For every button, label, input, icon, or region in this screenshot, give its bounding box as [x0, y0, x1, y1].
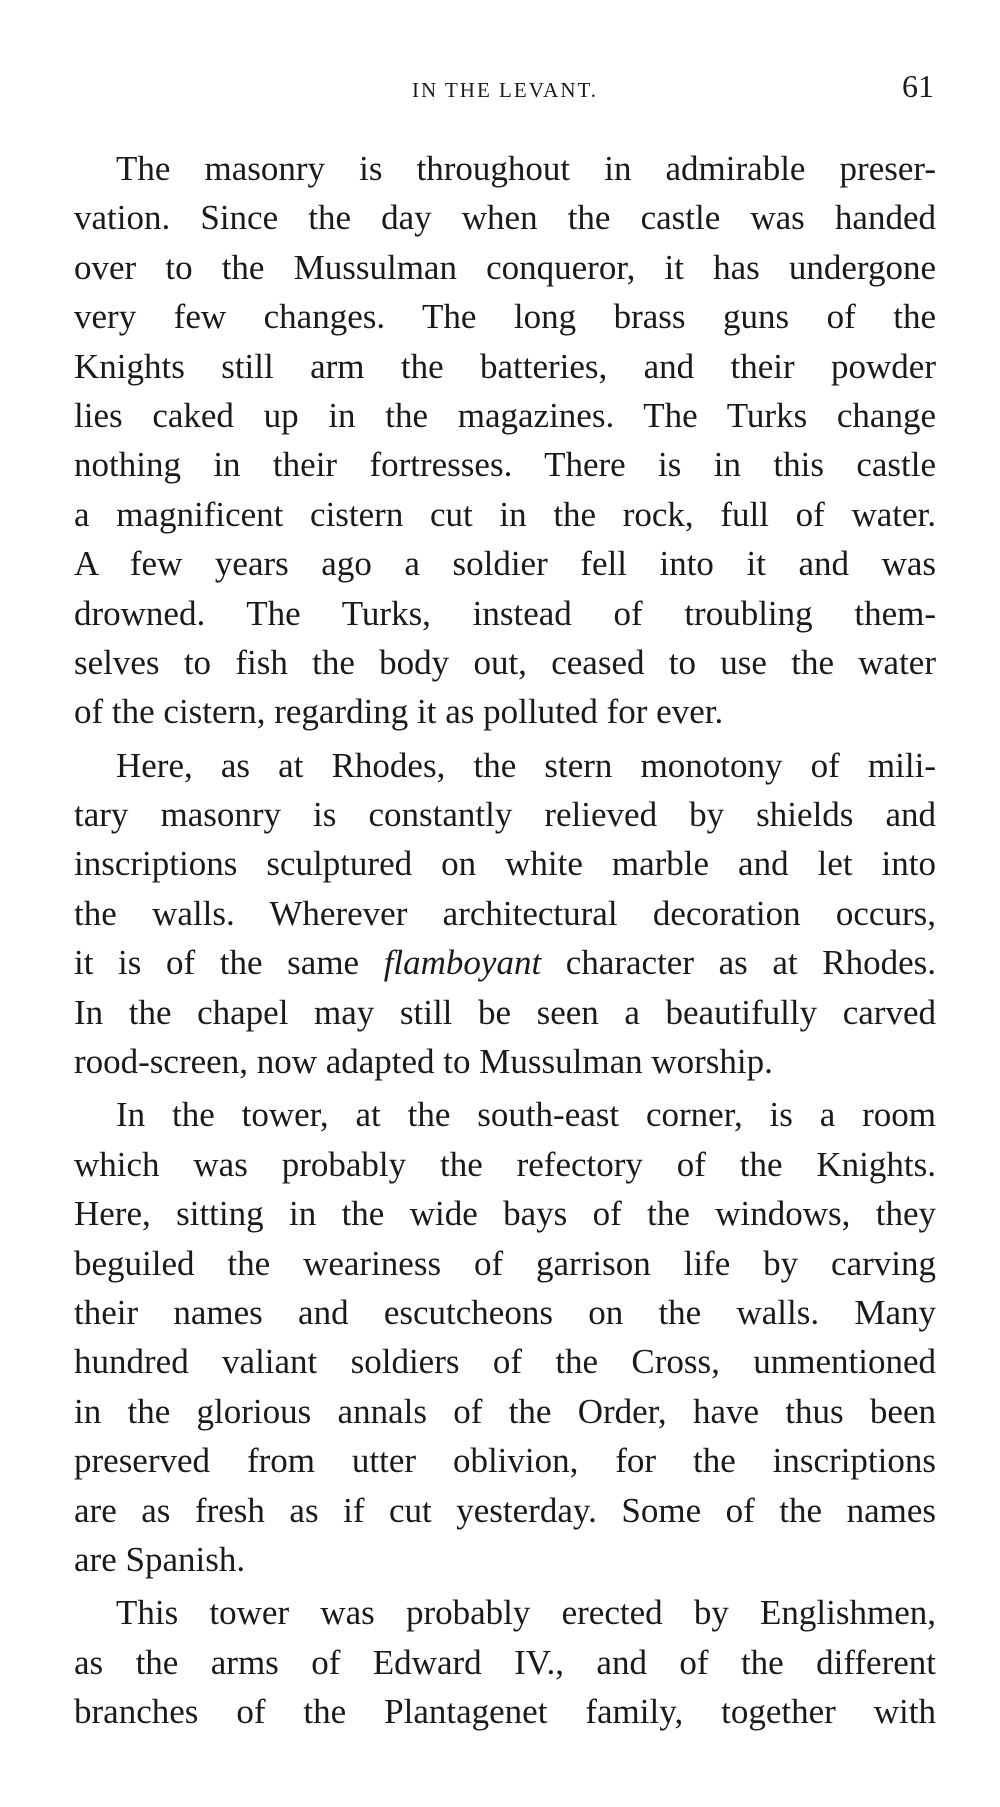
text-line: tary masonry is constantly relieved by shields and [74, 795, 936, 835]
text-line: which was probably the refectory of the Knights. [74, 1144, 936, 1184]
body-text [74, 144, 936, 1737]
text-line: inscriptions sculptured on white marble and let into [74, 844, 936, 884]
text-line: The masonry is throughout in admirable preser- [116, 149, 936, 188]
text-line: are as fresh as if cut yesterday. Some of the names [74, 1490, 936, 1530]
text-line: A few years ago a soldier fell into it and was [74, 544, 936, 584]
book-page [74, 68, 936, 1737]
text-line [74, 938, 936, 987]
paragraph [74, 741, 936, 1087]
text-line: vation. Since the day when the castle was handed [74, 198, 936, 238]
paragraph [74, 144, 936, 737]
text-line: nothing in their fortresses. There is in this castle [74, 445, 936, 485]
text-line: Knights still arm the batteries, and their powder [74, 346, 936, 386]
page-number: 61 [902, 68, 934, 104]
text-line: drowned. The Turks, instead of troubling them- [74, 593, 936, 633]
text-line: as the arms of Edward IV., and of the different [74, 1642, 936, 1682]
running-head [74, 68, 936, 112]
text-line: preserved from utter oblivion, for the inscriptions [74, 1441, 936, 1481]
text-line: selves to fish the body out, ceased to use the water [74, 642, 936, 682]
text-line: beguiled the weariness of garrison life by carving [74, 1243, 936, 1283]
text-run: character as at Rhodes. [541, 943, 936, 983]
italic-word: flamboyant [383, 943, 542, 983]
text-line: lies caked up in the magazines. The Turks change [74, 395, 936, 435]
text-line: In the chapel may still be seen a beautifully carved [74, 992, 936, 1032]
text-line: of the cistern, regarding it as polluted for ever. [74, 692, 724, 732]
text-line: rood-screen, now adapted to Mussulman worship. [74, 1042, 773, 1082]
text-line: Here, as at Rhodes, the stern monotony of mili- [116, 745, 936, 785]
text-line: Here, sitting in the wide bays of the windows, they [74, 1194, 936, 1234]
text-line: This tower was probably erected by Englishmen, [116, 1593, 936, 1633]
text-line: In the tower, at the south-east corner, is a room [116, 1095, 936, 1135]
running-title: IN THE LEVANT. [411, 78, 599, 102]
text-line: very few changes. The long brass guns of the [74, 297, 936, 337]
text-line: branches of the Plantagenet family, together with [74, 1692, 936, 1732]
paragraph [74, 1588, 936, 1736]
text-line: hundred valiant soldiers of the Cross, unmentioned [74, 1342, 936, 1382]
text-line: their names and escutcheons on the walls. Many [74, 1292, 936, 1332]
text-run: it is of the same [74, 943, 384, 983]
text-line: over to the Mussulman conqueror, it has undergone [74, 247, 936, 287]
text-line: are Spanish. [74, 1539, 246, 1579]
paragraph [74, 1090, 936, 1584]
text-line: the walls. Wherever architectural decoration occurs, [74, 893, 936, 933]
text-line: a magnificent cistern cut in the rock, full of water. [74, 494, 936, 534]
text-line: in the glorious annals of the Order, have thus been [74, 1391, 936, 1431]
